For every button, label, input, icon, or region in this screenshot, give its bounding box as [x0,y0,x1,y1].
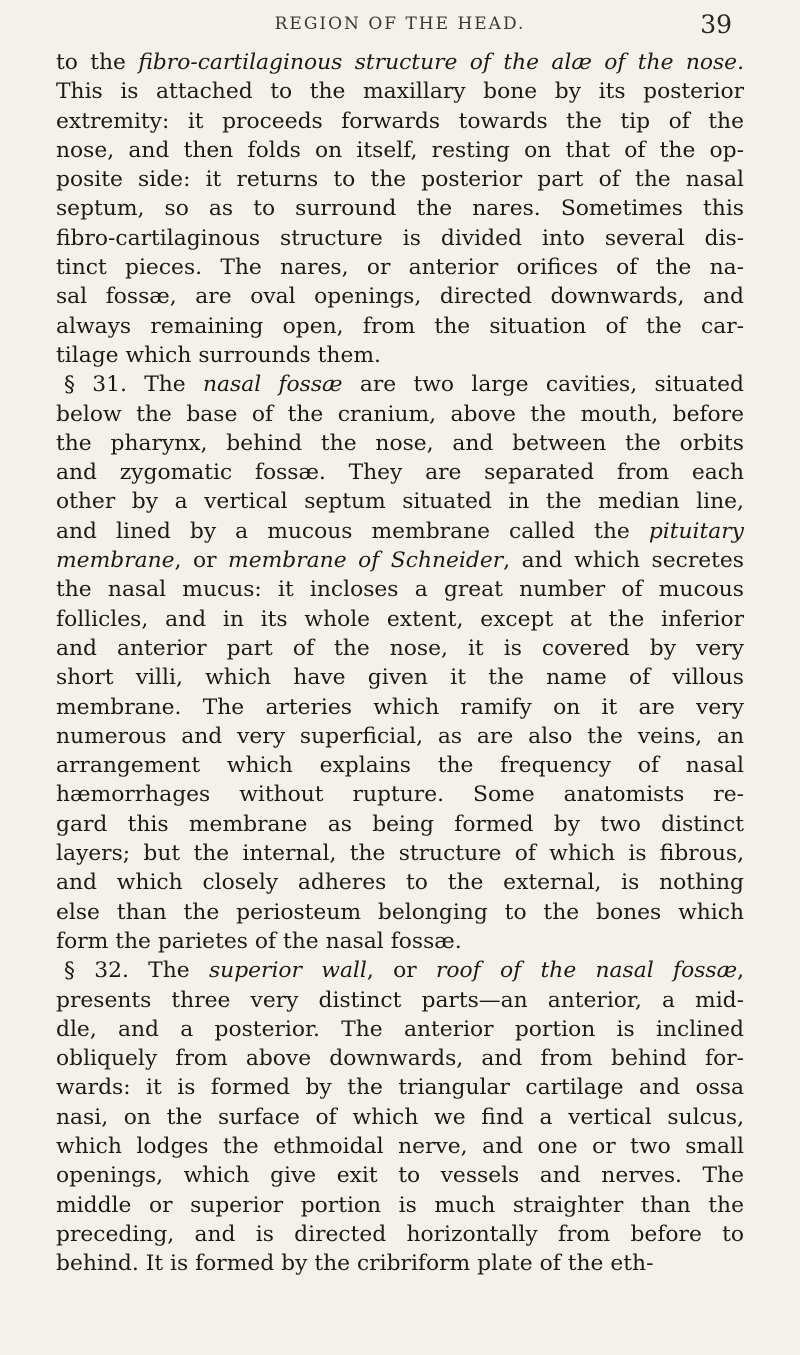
text-line: short villi, which have given it the name of villous [56,665,744,691]
text-line: follicles, and in its whole extent, except at the inferior [56,606,744,632]
text-line: numerous and very superficial, as are also the veins, an [56,723,744,749]
text-line: § 32. The superior wall, or roof of the nasal fossæ, [64,958,744,984]
italic-term: pituitary [648,518,744,544]
body-text [56,48,744,1278]
text-line: always remaining open, from the situation of the car- [56,313,744,339]
text-line: fibro-cartilaginous structure is divided into several dis- [56,225,744,251]
text-line: to the fibro-cartilaginous structure of the alæ of the nose. [56,50,745,75]
text-line: and zygomatic fossæ. They are separated from each [56,460,744,486]
italic-term: fibro-cartilaginous structure of the alæ of the nose. [138,50,745,75]
running-head: REGION OF THE HEAD. [274,14,526,34]
text-line: membrane. The arteries which ramify on it are very [56,694,744,720]
text-line: nasi, on the surface of which we find a vertical sulcus, [56,1104,744,1130]
text-line: preceding, and is directed horizontally from before to [56,1221,744,1247]
text-line: § 31. The nasal fossæ are two large cavities, situated [64,372,745,398]
text-line: below the base of the cranium, above the mouth, before [56,401,744,427]
text-line: arrangement which explains the frequency of nasal [56,753,744,779]
text-line: extremity: it proceeds forwards towards the tip of the [56,108,744,134]
text-line: tinct pieces. The nares, or anterior orifices of the na- [56,255,744,281]
text-line: form the parietes of the nasal fossæ. [56,928,462,954]
text-line: tilage which surrounds them. [56,342,381,368]
text-line: dle, and a posterior. The anterior portion is inclined [56,1016,744,1042]
text-line: hæmorrhages without rupture. Some anatomists re- [56,782,744,808]
text-line: gard this membrane as being formed by two distinct [56,811,744,837]
text-line: else than the periosteum belonging to the bones which [56,899,744,925]
text-line: obliquely from above downwards, and from behind for- [56,1046,744,1072]
italic-term: membrane [56,548,175,574]
italic-term: roof of the nasal fossæ [435,958,738,984]
text-line: This is attached to the maxillary bone by its posterior [56,79,744,105]
text-line: and anterior part of the nose, it is covered by very [56,635,744,661]
text-line: which lodges the ethmoidal nerve, and one or two small [56,1133,744,1159]
text-line: other by a vertical septum situated in the median line, [56,489,744,515]
italic-term: superior wall [208,958,367,984]
text-line: wards: it is formed by the triangular cartilage and ossa [56,1075,744,1101]
text-line: layers; but the internal, the structure of which is fibrous, [56,841,744,867]
text-line: middle or superior portion is much straighter than the [56,1192,744,1218]
text-line: sal fossæ, are oval openings, directed downwards, and [56,284,744,310]
text-line: and lined by a mucous membrane called the pituitary [56,518,744,544]
text-line: posite side: it returns to the posterior part of the nasal [56,167,744,193]
page-number: 39 [700,10,732,39]
text-line: behind. It is formed by the cribriform plate of the eth- [56,1251,654,1277]
text-line: the pharynx, behind the nose, and between the orbits [56,430,744,456]
text-line: nose, and then folds on itself, resting on that of the op- [56,137,744,163]
text-line: and which closely adheres to the external, is nothing [56,870,744,896]
text-line: the nasal mucus: it incloses a great number of mucous [56,577,744,603]
text-line: membrane, or membrane of Schneider, and which secretes [56,548,744,574]
italic-term: membrane of Schneider [228,548,504,574]
text-line: openings, which give exit to vessels and nerves. The [56,1163,744,1189]
page-header [60,10,740,40]
text-line: presents three very distinct parts—an anterior, a mid- [56,987,744,1013]
italic-term: nasal fossæ [202,372,343,398]
text-line: septum, so as to surround the nares. Sometimes this [56,196,744,222]
